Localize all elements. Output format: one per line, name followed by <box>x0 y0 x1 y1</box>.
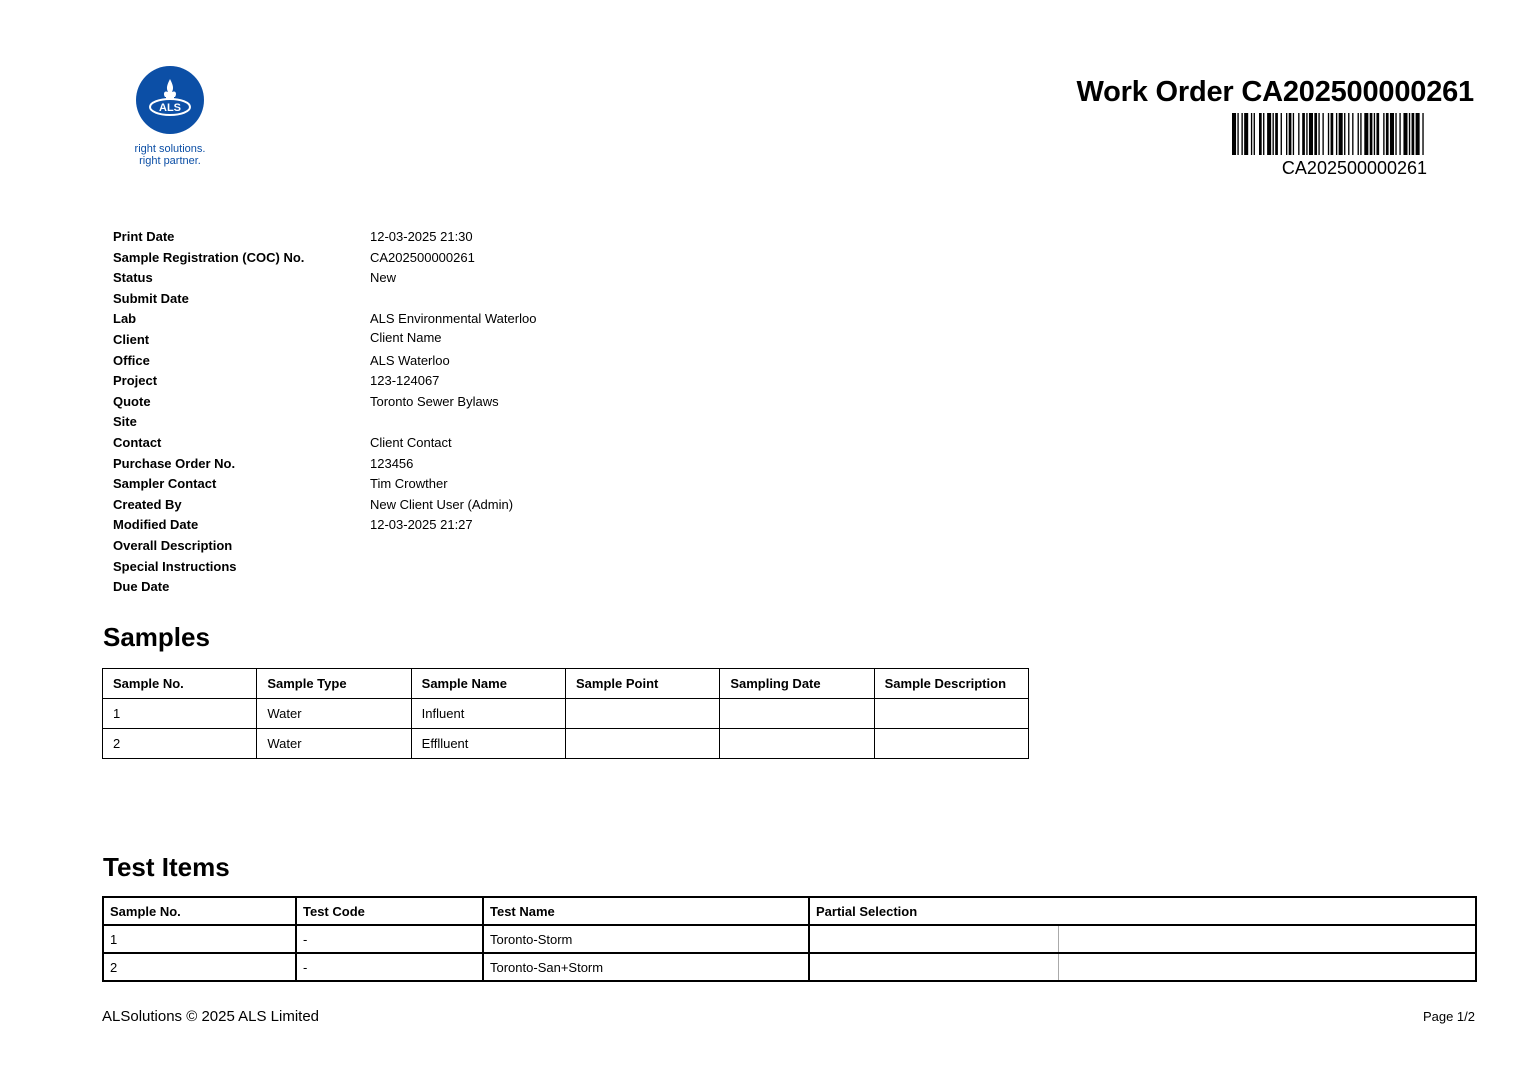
table-header-row <box>103 897 1476 925</box>
info-label: Status <box>113 270 153 285</box>
column-header: Sample Name <box>411 669 565 699</box>
info-label: Quote <box>113 394 151 409</box>
logo-brand-text: ALS <box>159 102 181 114</box>
logo-tagline-2: right partner. <box>139 155 201 167</box>
info-value: CA202500000261 <box>370 250 475 265</box>
table-row <box>103 699 1029 729</box>
info-label: Modified Date <box>113 517 199 532</box>
samples-heading: Samples <box>103 622 210 652</box>
table-cell: Efflluent <box>411 729 565 759</box>
table-cell: Water <box>257 729 411 759</box>
table-cell: Toronto-Storm <box>483 925 809 953</box>
table-cell <box>874 699 1028 729</box>
column-header: Test Name <box>483 897 809 925</box>
info-label: Print Date <box>113 229 175 244</box>
table-cell <box>565 729 719 759</box>
table-cell <box>720 699 874 729</box>
column-header: Sample Description <box>874 669 1028 699</box>
info-value: Client Name <box>370 330 442 345</box>
table-cell: Influent <box>411 699 565 729</box>
column-header: Sample No. <box>103 897 296 925</box>
work-order-title: Work Order CA202500000261 <box>1076 76 1474 108</box>
info-value: Toronto Sewer Bylaws <box>370 394 499 409</box>
als-logo <box>128 66 212 167</box>
info-value: New <box>370 270 397 285</box>
table-cell: Toronto-San+Storm <box>483 953 809 981</box>
info-value: 12-03-2025 21:27 <box>370 517 473 532</box>
info-value: Tim Crowther <box>370 476 448 491</box>
info-value: ALS Waterloo <box>370 353 450 368</box>
table-cell: Water <box>257 699 411 729</box>
table-header-row <box>103 669 1029 699</box>
test-items-heading: Test Items <box>103 852 230 882</box>
info-value: 123-124067 <box>370 373 440 388</box>
table-row <box>103 729 1029 759</box>
info-label: Project <box>113 373 158 388</box>
table-cell <box>809 953 1058 981</box>
table-cell <box>874 729 1028 759</box>
info-label: Overall Description <box>113 538 233 553</box>
als-logo-mark <box>136 66 204 134</box>
info-label: Site <box>113 414 137 429</box>
info-label: Purchase Order No. <box>113 456 236 471</box>
test-items-table <box>102 896 1477 982</box>
table-cell: 1 <box>103 699 257 729</box>
table-row <box>103 953 1476 981</box>
column-header: Test Code <box>296 897 483 925</box>
barcode-image <box>1232 113 1477 155</box>
info-value: New Client User (Admin) <box>370 497 514 512</box>
table-cell <box>809 925 1058 953</box>
table-cell: - <box>296 953 483 981</box>
info-value: 12-03-2025 21:30 <box>370 229 473 244</box>
info-label: Special Instructions <box>113 559 237 574</box>
table-cell: - <box>296 925 483 953</box>
info-value: Client Contact <box>370 435 452 450</box>
info-label: Created By <box>113 497 182 512</box>
info-label: Client <box>113 332 150 347</box>
flame-icon <box>136 66 204 134</box>
info-label: Sampler Contact <box>113 476 217 491</box>
table-cell <box>720 729 874 759</box>
samples-table <box>102 668 1029 759</box>
column-header: Sample Point <box>565 669 719 699</box>
column-header: Sample No. <box>103 669 257 699</box>
table-cell <box>1058 925 1476 953</box>
info-label: Office <box>113 353 150 368</box>
info-value: ALS Environmental Waterloo <box>370 311 537 326</box>
info-label: Sample Registration (COC) No. <box>113 250 305 265</box>
info-label: Submit Date <box>113 291 189 306</box>
column-header: Sampling Date <box>720 669 874 699</box>
table-cell <box>565 699 719 729</box>
table-cell: 1 <box>103 925 296 953</box>
table-cell <box>1058 953 1476 981</box>
info-label: Contact <box>113 435 162 450</box>
page-number: Page 1/2 <box>1422 1009 1475 1024</box>
table-cell: 2 <box>103 729 257 759</box>
table-cell: 2 <box>103 953 296 981</box>
info-label: Due Date <box>113 579 170 594</box>
table-row <box>103 925 1476 953</box>
column-header: Partial Selection <box>809 897 1476 925</box>
logo-tagline-1: right solutions. <box>134 143 206 155</box>
info-value: 123456 <box>370 456 414 471</box>
footer-copyright: ALSolutions © 2025 ALS Limited <box>102 1008 320 1025</box>
info-label: Lab <box>113 311 137 326</box>
barcode-number: CA202500000261 <box>1281 158 1428 178</box>
column-header: Sample Type <box>257 669 411 699</box>
